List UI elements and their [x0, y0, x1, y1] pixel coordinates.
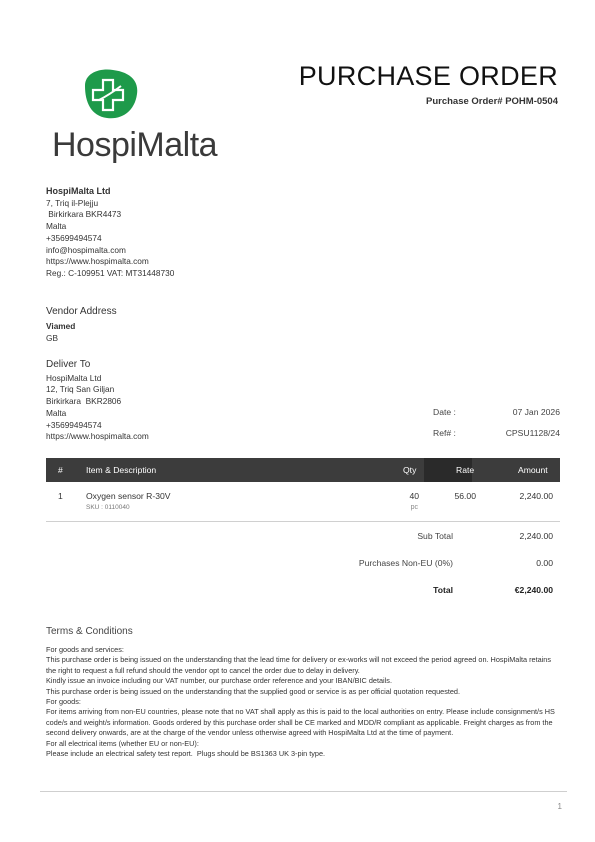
- company-logo: [52, 68, 222, 178]
- tax-label: Purchases Non-EU (0%): [358, 558, 453, 568]
- total-label: Total: [433, 585, 453, 595]
- terms-line: This purchase order is being issued on the understanding that the supplied good or service is as per official quotation requested.: [46, 686, 461, 696]
- items-table-header: [46, 458, 560, 482]
- terms-line: For items arriving from non-EU countries, please note that no VAT shall apply as this is paid to the local authorities on entry. Please include consignment/s HS code/s and weight/s information. Goods ordered by this purchase order shall be CE marked and MDD/R compliant as applicable. Freight charges as from the second delivery onwards, are at the charge of the vendor unless otherwise agreed with HospiMalta Ltd at the time of payment.: [46, 707, 555, 738]
- terms-line: For all electrical items (whether EU or non-EU):: [46, 738, 199, 748]
- deliver-line: Birkirkara BKR2806: [46, 396, 122, 407]
- row-rate: 56.00: [454, 491, 476, 501]
- date-label: Date :: [433, 407, 456, 417]
- vendor-name: Viamed: [46, 321, 76, 331]
- terms-line: Please include an electrical safety test report. Plugs should be BS1363 UK 3-pin type.: [46, 749, 326, 759]
- terms-line: Kindly issue an invoice including our VAT number, our purchase order reference and your IBAN/BIC details.: [46, 676, 392, 686]
- row-divider: [46, 521, 560, 522]
- company-line: https://www.hospimalta.com: [46, 256, 149, 267]
- company-address: [46, 186, 174, 280]
- terms-title: Terms & Conditions: [46, 626, 133, 637]
- company-line: info@hospimalta.com: [46, 244, 126, 255]
- logo-wordmark: HospiMalta: [52, 126, 218, 164]
- subtotal-label: Sub Total: [417, 531, 453, 541]
- col-item-header: Item & Description: [86, 465, 157, 475]
- row-qty: 40: [409, 491, 419, 501]
- ref-label: Ref# :: [433, 428, 456, 438]
- document-title: PURCHASE ORDER: [298, 61, 558, 91]
- ref-value: CPSU1128/24: [505, 428, 560, 438]
- terms-body: [46, 645, 562, 759]
- deliver-line: +35699494574: [46, 419, 102, 430]
- deliver-section-title: Deliver To: [46, 359, 91, 370]
- deliver-to: [46, 359, 149, 443]
- deliver-line: HospiMalta Ltd: [46, 372, 102, 383]
- col-rate-header: Rate: [456, 465, 475, 475]
- deliver-line: Malta: [46, 407, 67, 418]
- po-number: Purchase Order# POHM-0504: [425, 96, 558, 107]
- page-number: 1: [557, 802, 562, 811]
- company-line: Malta: [46, 221, 67, 232]
- total-value: €2,240.00: [514, 585, 553, 595]
- deliver-line: https://www.hospimalta.com: [46, 431, 149, 442]
- vendor-address: [46, 306, 117, 344]
- company-line: Birkirkara BKR4473: [46, 209, 122, 220]
- row-item: Oxygen sensor R-30V: [86, 491, 171, 501]
- company-line: +35699494574: [46, 232, 102, 243]
- company-name: HospiMalta Ltd: [46, 186, 111, 196]
- date-value: 07 Jan 2026: [512, 407, 560, 417]
- company-line: Reg.: C-109951 VAT: MT31448730: [46, 267, 175, 278]
- col-qty-header: Qty: [403, 465, 417, 475]
- vendor-country: GB: [46, 333, 58, 343]
- medical-cross-icon: [79, 68, 139, 120]
- footer-divider: [40, 791, 567, 792]
- subtotal-value: 2,240.00: [519, 531, 553, 541]
- col-amount-header: Amount: [518, 465, 548, 475]
- row-unit: pc: [410, 504, 418, 511]
- terms-line: This purchase order is being issued on the understanding that the lead time for delivery or ex-works will not exceed the period agreed on. HospiMalta retains the right to request a full refund should the vendor opt to cancel the order due to delay in delivery.: [46, 655, 551, 675]
- row-amount: 2,240.00: [519, 491, 553, 501]
- row-num: 1: [58, 491, 63, 501]
- company-line: 7, Triq il-Plejju: [46, 197, 99, 208]
- col-num-header: #: [58, 465, 63, 475]
- tax-value: 0.00: [536, 558, 553, 568]
- terms-line: For goods:: [46, 697, 81, 707]
- row-sku: SKU : 0110040: [86, 504, 130, 511]
- terms-line: For goods and services:: [46, 645, 124, 654]
- vendor-section-title: Vendor Address: [46, 306, 117, 317]
- deliver-line: 12, Triq San Giljan: [46, 384, 115, 395]
